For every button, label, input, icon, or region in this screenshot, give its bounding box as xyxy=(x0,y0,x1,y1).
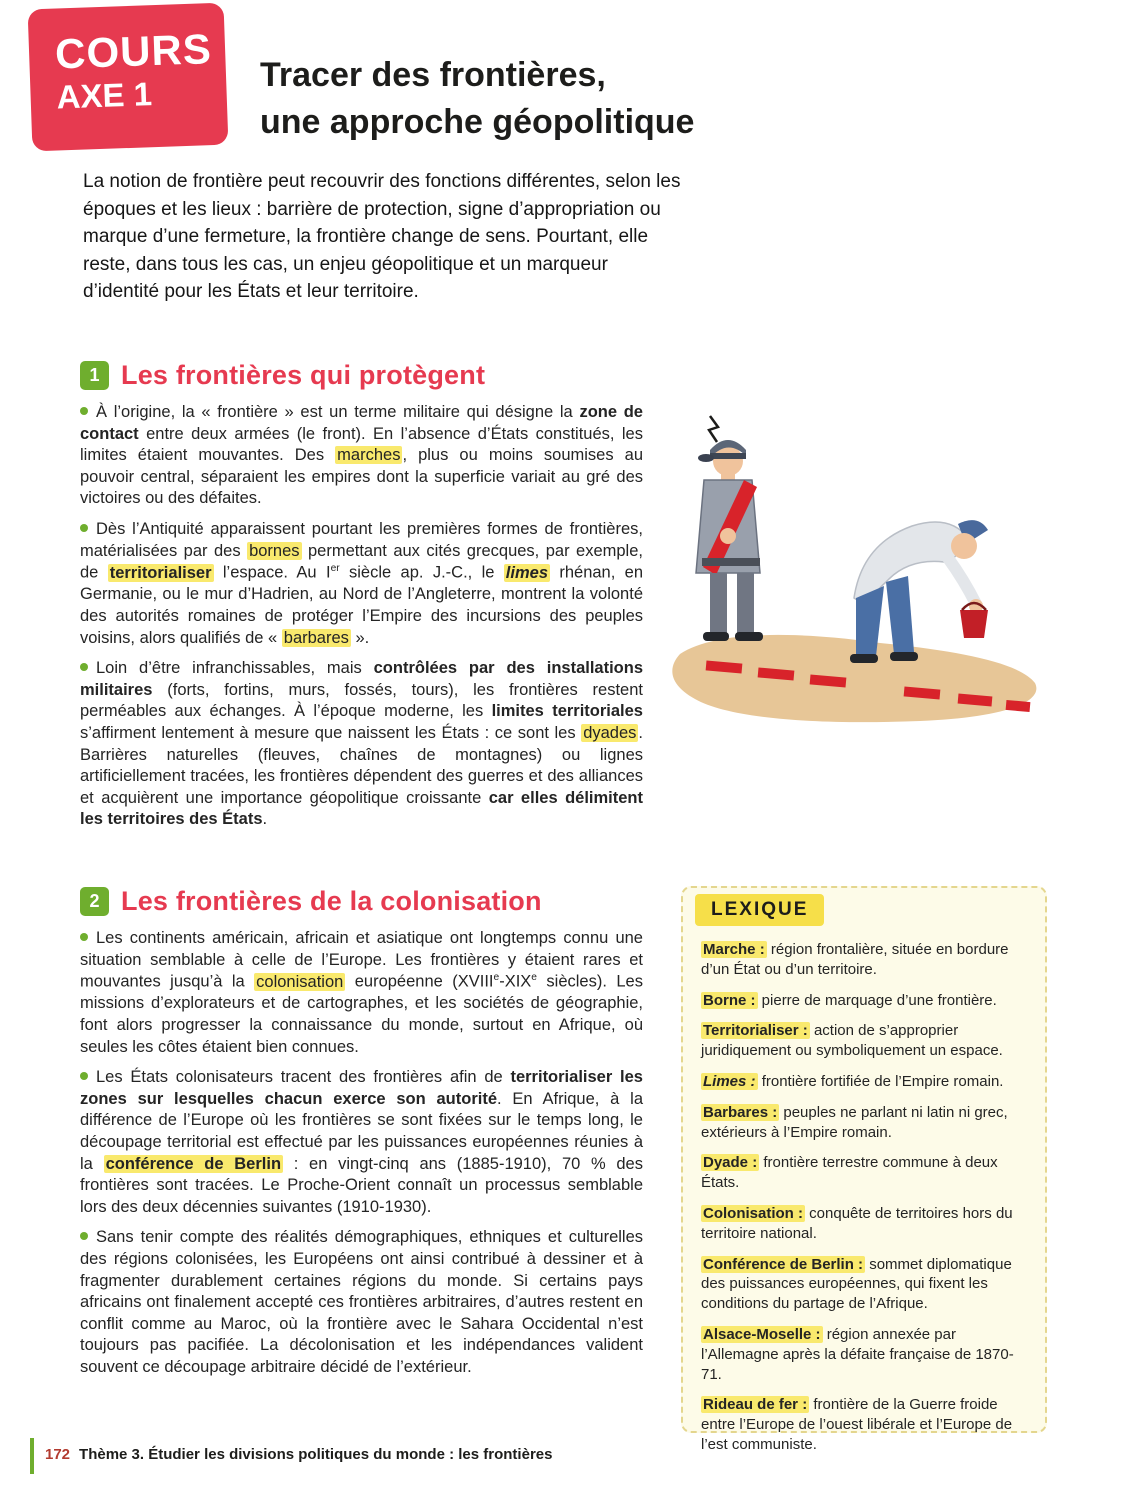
section-title: Les frontières de la colonisation xyxy=(121,886,542,916)
lexique-term: Marche : xyxy=(703,941,765,958)
section-2-heading xyxy=(80,886,542,917)
lexique-entry xyxy=(701,1395,1027,1454)
lexique-entry xyxy=(701,940,1027,980)
lexique-box xyxy=(681,886,1047,1453)
lexique-definition: région annexée par l’Allemagne après la défaite française de 1870-71. xyxy=(701,1325,1014,1383)
footer-theme-text: Thème 3. Étudier les divisions politiques du monde : les frontières xyxy=(79,1446,553,1463)
page-title-line1: Tracer des frontières, xyxy=(260,56,606,94)
paragraph: Les continents américain, africain et asiatique ont longtemps connu une situation semblable à celle de l’Europe. Les frontières y étaient rares et mouvantes jusqu’à la colonisation européenne (XVIIIe-XIXe siècles). Les missions d’explorateurs et de cartographes, et les sociétés de géographie, font alors progresser la connaissance du monde, surtout en Afrique, où seules les côtes étaient bien connues. xyxy=(80,929,643,1056)
border-painting-illustration xyxy=(658,408,1058,738)
lexique-entry xyxy=(701,1204,1027,1244)
lexique-entry xyxy=(701,1072,1027,1092)
lexique-entry xyxy=(701,1103,1027,1143)
bullet-icon xyxy=(80,1072,88,1080)
ground-shape xyxy=(672,635,1036,722)
green-edge-mark xyxy=(30,1438,34,1474)
lexique-term: Colonisation : xyxy=(703,1204,803,1222)
lexique-definition: frontière de la Guerre froide entre l’Europe de l’ouest libérale et l’Europe de l’est communiste. xyxy=(701,1396,1013,1453)
bullet-icon xyxy=(80,1232,88,1240)
lexique-title: LEXIQUE xyxy=(695,894,824,926)
section-1-paragraphs xyxy=(80,402,643,840)
paragraph: Les États colonisateurs tracent des frontières afin de territorialiser les zones sur lesquelles chacun exerce son autorité. En Afrique, à la différence de l’Europe où les frontières se sont fixées sur le temps long, le découpage territorial est effectué par les puissances européennes réunies à la conférence de Berlin : en vingt-cinq ans (1885-1910), 70 % des frontières sont tracées. Le Proche-Orient connaît un processus semblable lors des deux décennies suivantes (1910-1930). xyxy=(80,1068,643,1216)
lexique-entries xyxy=(701,940,1027,1455)
lexique-entry xyxy=(701,1021,1027,1061)
lexique-entry xyxy=(701,991,1027,1011)
paragraph: Loin d’être infranchissables, mais contrôlées par des installations militaires (forts, fortins, murs, fossés, tours), les frontières restent perméables aux échanges. À l’époque moderne, les limites territoriales s’affirment lentement à mesure que naissent les États : ce sont les dyades . Barrières naturelles (fleuves, chaînes de montagnes) ou lignes artificiellement tracées, les frontières dépendent des guerres et des alliances et acquièrent une importance géopolitique croissante car elles délimitent les territoires des États. xyxy=(80,659,644,829)
bullet-icon xyxy=(80,524,88,532)
lexique-term: Alsace-Moselle : xyxy=(703,1325,821,1343)
lexique-definition: peuples ne parlant ni latin ni grec, extérieurs à l’Empire romain. xyxy=(701,1103,1008,1141)
lexique-definition: action de s’approprier juridiquement ou symboliquement un espace. xyxy=(701,1022,1003,1060)
lexique-term: Borne : xyxy=(703,991,756,1009)
section-number-badge: 2 xyxy=(80,887,109,916)
lexique-entry xyxy=(701,1255,1027,1314)
lexique-term: Barbares : xyxy=(703,1103,778,1121)
page-footer xyxy=(45,1446,552,1463)
officer-figure xyxy=(696,416,763,641)
lexique-entry xyxy=(701,1153,1027,1193)
lexique-term: Dyade : xyxy=(703,1154,758,1172)
course-badge-line2: AXE 1 xyxy=(56,75,153,116)
paragraph: Sans tenir compte des réalités démographiques, ethniques et culturelles des régions colonisées, les Européens ont ainsi contribué à dessiner et à fragmenter durablement certaines régions du monde. Si certains pays africains ont finalement accepté ces frontières arbitraires, d’autres restent en conflit comme au Maroc, où la frontière avec le Sahara Occidental n’est toujours pas pacifiée. La décolonisation et les indépendances valident souvent ce découpage arbitraire décidé de l’extérieur. xyxy=(80,1228,643,1377)
bullet-icon xyxy=(80,407,88,415)
lexique-term: Territorialiser : xyxy=(703,1022,808,1040)
page-number: 172 xyxy=(45,1446,71,1463)
paragraph: À l’origine, la « frontière » est un terme militaire qui désigne la zone de contact entre deux armées (le front). En l’absence d’États constitués, les limites étaient mouvantes. Des marches , plus ou moins soumises au pouvoir central, séparaient les empires dont la superficie variait au gré des victoires ou des défaites. xyxy=(80,403,643,508)
lexique-definition: frontière fortifiée de l’Empire romain. xyxy=(761,1072,1004,1090)
bullet-icon xyxy=(80,933,88,941)
lexique-definition: frontière terrestre commune à deux États. xyxy=(701,1154,998,1192)
lexique-term: Conférence de Berlin : xyxy=(703,1255,864,1273)
bullet-icon xyxy=(80,663,88,671)
lexique-entry xyxy=(701,1325,1027,1384)
lexique-term: Limes : xyxy=(703,1072,756,1090)
paragraph: Dès l’Antiquité apparaissent pourtant les premières formes de frontières, matérialisées par des bornes permettant aux cités grecques, par exemple, de territorialiser l’espace. Au Ier siècle ap. J.-C., le limes rhénan, en Germanie, ou le mur d’Hadrien, au Nord de l’Angleterre, montrent la volonté des autorités romaines de protéger l’Empire des incursions des peuples voisins, alors qualifiés de « barbares ». xyxy=(80,520,644,647)
lexique-definition: sommet diplomatique des puissances européennes, qui fixent les conditions du partage de l’Afrique. xyxy=(701,1255,1012,1313)
page-title xyxy=(260,52,694,146)
course-badge-line1: COURS xyxy=(54,25,213,78)
page-title-line2: une approche géopolitique xyxy=(260,102,695,141)
section-title: Les frontières qui protègent xyxy=(121,360,486,390)
lexique-term: Rideau de fer : xyxy=(703,1396,808,1414)
lexique-definition: pierre de marquage d’une frontière. xyxy=(761,991,997,1009)
lexique-definition: région frontalière, située en bordure d’un État ou d’un territoire. xyxy=(701,941,1009,978)
course-badge xyxy=(28,3,229,152)
section-number-badge: 1 xyxy=(80,361,109,390)
intro-paragraph: La notion de frontière peut recouvrir des fonctions différentes, selon les époques et les lieux : barrière de protection, signe d’appropriation ou marque d’une fermeture, la frontière change de sens. Pourtant, elle reste, dans tous les cas, un enjeu géopolitique et un marqueur d’identité pour les États et leur territoire. xyxy=(83,171,681,303)
painter-figure xyxy=(850,520,988,663)
section-1-heading xyxy=(80,360,485,391)
lexique-definition: conquête de territoires hors du territoire national. xyxy=(701,1204,1013,1242)
section-2-paragraphs xyxy=(80,928,643,1388)
